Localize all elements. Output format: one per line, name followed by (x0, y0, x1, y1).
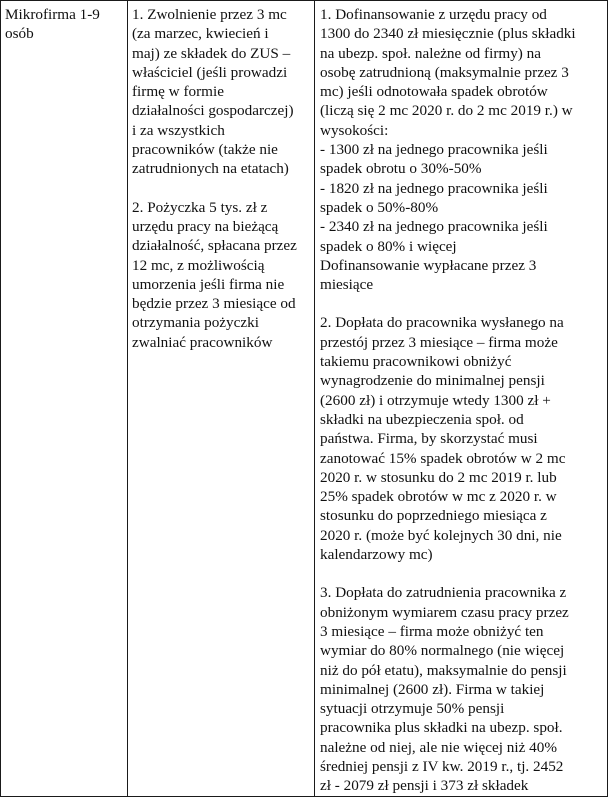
text-line: osobę zatrudnioną (maksymalnie przez 3 (320, 63, 569, 81)
text-line: państwa. Firma, by skorzystać musi (320, 430, 538, 448)
text-line: - 2340 zł na jednego pracownika jeśli (320, 218, 548, 236)
text-line: 25% spadek obrotów w mc z 2020 r. w (320, 488, 557, 506)
category-label (1, 1, 109, 44)
text-line: zwalniać pracowników (132, 333, 273, 351)
text-line: niż do pół etatu), maksymalnie do pensji (320, 661, 567, 679)
text-line: średniej pensji z IV kw. 2019 r., tj. 2452 (320, 757, 564, 775)
text-line: kalendarzowy mc) (320, 546, 433, 564)
text-line: będzie przez 3 miesiące od (132, 295, 296, 313)
text-line: spadek o 50%-80% (320, 198, 439, 216)
text-line: stosunku do poprzedniego miesiąca z (320, 507, 547, 525)
text-line: firmę w formie (132, 83, 224, 101)
text-line: działalność, spłacana przez (132, 237, 297, 255)
subsidies-cell (315, 1, 608, 797)
category-line: Mikrofirma 1-9 (5, 6, 100, 23)
text-line: umorzenia jeśli firma nie (132, 275, 285, 293)
text-line: zanotować 15% spadek obrotów w 2 mc (320, 449, 566, 467)
text-line: 12 mc, z możliwością (132, 256, 265, 274)
text-line: wynagrodzenie do minimalnej pensji (320, 372, 545, 390)
text-line: 1300 do 2340 zł miesięcznie (plus składki (320, 25, 576, 43)
text-line: sytuacji otrzymuje 50% pensji (320, 700, 505, 718)
zus-loan-cell (128, 1, 315, 797)
text-line: (2600 zł) i otrzymuje wtedy 1300 zł + (320, 391, 551, 409)
paragraph-gap (132, 179, 298, 198)
text-line: (za marzec, kwiecień i (132, 25, 269, 43)
text-line: maj) ze składek do ZUS – (132, 44, 291, 62)
text-line: zł - 2079 zł pensji i 373 zł składek (320, 777, 529, 795)
text-line: zatrudnionych na etatach) (132, 160, 289, 178)
text-line: na ubezp. społ. należne od firmy) na (320, 44, 541, 62)
text-line: 2. Dopłata do pracownika wysłanego na (320, 314, 564, 332)
category-cell (1, 1, 128, 797)
reduced-hours-paragraph (320, 583, 592, 795)
paragraph-gap (320, 294, 592, 313)
funding-paragraph (320, 5, 592, 294)
text-line: 1. Zwolnienie przez 3 mc (132, 6, 287, 23)
text-line: pracownika plus składki na ubezp. społ. (320, 719, 563, 737)
text-line: przestój przez 3 miesiące – firma może (320, 333, 558, 351)
text-line: otrzymania pożyczki (132, 314, 259, 332)
text-line: miesiące (320, 276, 374, 294)
text-line: właściciel (jeśli prowadzi (132, 63, 288, 81)
text-line: 3. Dopłata do zatrudnienia pracownika z (320, 584, 567, 602)
text-line: - 1820 zł na jednego pracownika jeśli (320, 179, 548, 197)
text-line: składki na ubezpieczenia społ. od (320, 410, 524, 428)
text-line: 2020 r. (może być kolejnych 30 dni, nie (320, 526, 562, 544)
text-line: 3 miesiące – firma może obniżyć ten (320, 622, 544, 640)
text-line: należne od niej, ale nie więcej niż 40% (320, 738, 557, 756)
text-line: mc) jeśli odnotowała spadek obrotów (320, 83, 548, 101)
text-line: działalności gospodarczej) (132, 102, 294, 120)
text-line: takiemu pracownikowi obniżyć (320, 353, 512, 371)
downtime-paragraph (320, 313, 592, 564)
text-line: (liczą się 2 mc 2020 r. do 2 mc 2019 r.) w (320, 102, 573, 120)
text-line: wymiar do 80% normalnego (nie więcej (320, 642, 565, 660)
text-line: i za wszystkich (132, 121, 225, 139)
text-line: wysokości: (320, 121, 389, 139)
text-line: urzędu pracy na bieżącą (132, 217, 279, 235)
text-line: obniżonym wymiarem czasu pracy przez (320, 603, 569, 621)
text-line: 1. Dofinansowanie z urzędu pracy od (320, 6, 547, 23)
text-line: pracowników (także nie (132, 141, 278, 159)
zus-exemption-paragraph (132, 5, 298, 179)
column3-text (315, 1, 596, 796)
text-line: 2020 r. w stosunku do 2 mc 2019 r. lub (320, 468, 557, 486)
text-line: spadek obrotu o 30%-50% (320, 160, 482, 178)
text-line: spadek o 80% i więcej (320, 237, 457, 255)
category-line: osób (5, 25, 34, 43)
text-line: Dofinansowanie wypłacane przez 3 (320, 256, 537, 274)
paragraph-gap (320, 564, 592, 583)
text-line: minimalnej (2600 zł). Firma w takiej (320, 680, 545, 698)
column2-text (128, 1, 302, 352)
table-row (1, 1, 608, 797)
loan-paragraph (132, 198, 298, 352)
text-line: - 1300 zł na jednego pracownika jeśli (320, 141, 548, 159)
text-line: 2. Pożyczka 5 tys. zł z (132, 198, 268, 216)
